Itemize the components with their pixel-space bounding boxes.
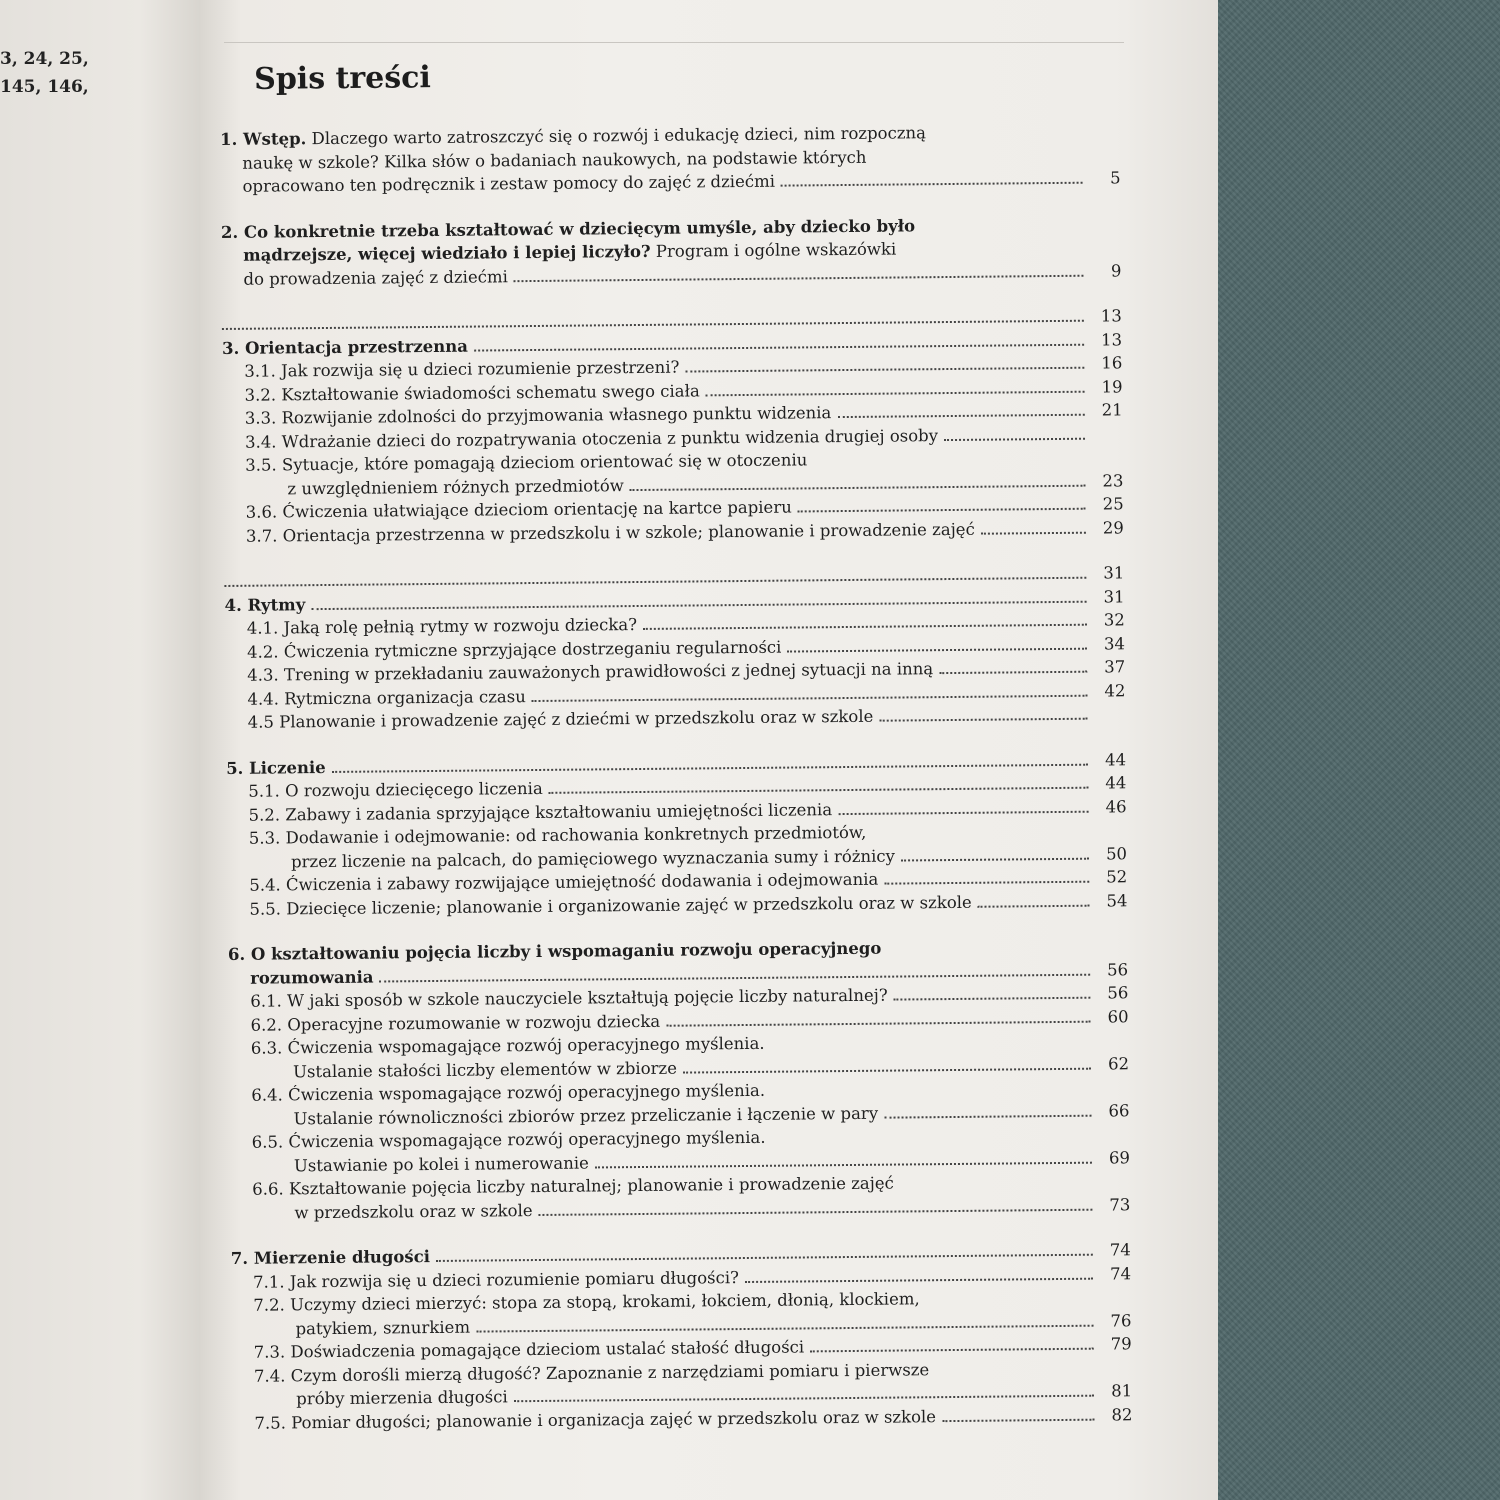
table-of-contents	[220, 119, 1133, 1457]
top-rule	[224, 42, 1124, 43]
toc-entry-text: 4.3. Trening w przekładaniu zauważonych prawidłowości z jednej sytuacji na inną	[247, 659, 934, 685]
toc-page-number: 54	[1106, 890, 1128, 911]
toc-leader-dots	[942, 1418, 1094, 1421]
toc-entry-title	[287, 474, 624, 501]
toc-entry-text: 3.2. Kształtowanie świadomości schematu swego ciała	[244, 380, 700, 405]
toc-leader-dots	[884, 881, 1089, 885]
toc-entry-title	[248, 777, 543, 803]
toc-entry-number: 6.	[227, 944, 252, 964]
toc-entry-title	[252, 1126, 766, 1154]
toc-page-number: 21	[1101, 400, 1123, 420]
toc-leader-dots	[939, 671, 1087, 674]
toc-leader-dots	[685, 367, 1084, 373]
toc-entry-number: 2.	[220, 222, 245, 242]
toc-entry-text: patykiem, sznurkiem	[295, 1317, 471, 1338]
toc-entry-text: Ustalanie równoliczności zbiorów przez przeliczanie i łączenie w pary	[293, 1103, 879, 1128]
left-page	[0, 0, 200, 1500]
toc-leader-dots	[474, 343, 1084, 351]
toc-leader-dots	[787, 647, 1087, 652]
toc-section	[220, 119, 1121, 198]
toc-page-number: 13	[1100, 306, 1122, 326]
toc-entry-text: naukę w szkole? Kilka słów o badaniach naukowych, na podstawie których	[242, 147, 867, 173]
toc-page-number: 5	[1109, 168, 1121, 188]
toc-leader-dots	[514, 274, 1084, 281]
toc-entry-text: 6.6. Kształtowanie pojęcia liczby naturalnej; planowanie i prowadzenie zajęć	[252, 1173, 894, 1199]
toc-entry-title	[247, 685, 526, 711]
toc-leader-dots	[798, 508, 1086, 513]
toc-entry-text: 4.5 Planowanie i prowadzenie zajęć z dziećmi w przedszkolu oraz w szkole	[247, 706, 874, 732]
toc-entry-bold-text: Mierzenie długości	[253, 1247, 431, 1268]
toc-leader-dots	[981, 531, 1086, 534]
toc-leader-dots	[706, 390, 1085, 396]
toc-entry-bold-text: mądrzejsze, więcej wiedziało i lepiej liczyło?	[243, 241, 651, 265]
toc-page-number: 37	[1104, 657, 1126, 677]
toc-entry-bold-text: Orientacja przestrzenna	[245, 336, 469, 358]
toc-entry-bold-text: Liczenie	[249, 757, 326, 778]
toc-entry-title	[294, 1151, 589, 1177]
toc-leader-dots	[380, 973, 1091, 982]
toc-entry-text: Dlaczego warto zatroszczyć się o rozwój i edukację dzieci, nim rozpoczną	[306, 123, 927, 149]
toc-page-number: 23	[1102, 470, 1124, 491]
toc-entry-number: 1.	[220, 129, 244, 149]
toc-page-number: 69	[1108, 1147, 1131, 1168]
toc-leader-dots	[549, 787, 1089, 794]
toc-leader-dots	[894, 997, 1091, 1001]
toc-page-number: 56	[1107, 959, 1129, 980]
toc-entry-text: 6.1. W jaki sposób w szkole nauczyciele kształtują pojęcie liczby naturalnej?	[250, 985, 888, 1011]
toc-leader-dots	[311, 600, 1086, 609]
toc-leader-dots	[978, 904, 1090, 907]
toc-entry-text: 7.5. Pomiar długości; planowanie i organizacja zajęć w przedszkolu oraz w szkole	[254, 1406, 937, 1433]
toc-page-number: 13	[1100, 329, 1123, 350]
background-fabric	[1215, 0, 1500, 1500]
toc-leader-dots	[332, 763, 1088, 772]
toc-leader-dots	[539, 1208, 1093, 1215]
toc-page-number: 81	[1111, 1381, 1133, 1401]
toc-page-number: 44	[1105, 773, 1127, 793]
toc-entry-text: 6.3. Ćwiczenia wspomagające rozwój operacyjnego myślenia.	[250, 1033, 765, 1058]
toc-entry-text: 6.5. Ćwiczenia wspomagające rozwój operacyjnego myślenia.	[251, 1127, 766, 1152]
toc-entry-title	[224, 593, 305, 617]
toc-entry-title	[242, 170, 775, 199]
toc-entry-text: 4.2. Ćwiczenia rytmiczne sprzyjające dostrzeganiu regularności	[246, 637, 782, 662]
toc-entry-title	[294, 1199, 532, 1225]
toc-leader-dots	[630, 484, 1086, 490]
toc-entry-text: 5.5. Dziecięce liczenie; planowanie i organizowanie zajęć w przedszkolu oraz w szkole	[249, 892, 972, 919]
toc-entry-text: Program i ogólne wskazówki	[650, 239, 897, 261]
toc-page-number: 56	[1107, 983, 1129, 1003]
toc-entry-text: 6.4. Ćwiczenia wspomagające rozwój operacyjnego myślenia.	[251, 1080, 766, 1105]
toc-entry-text: 7.1. Jak rozwija się u dzieci rozumienie pomiaru długości?	[252, 1267, 740, 1292]
toc-entry-text: Ustawianie po kolei i numerowanie	[293, 1153, 589, 1175]
toc-entry-title	[251, 1032, 765, 1060]
toc-leader-dots	[666, 1020, 1090, 1026]
toc-entry-text: z uwzględnieniem różnych przedmiotów	[287, 475, 624, 498]
toc-page-number: 74	[1109, 1263, 1132, 1284]
toc-entry-text: 7.3. Doświadczenia pomagające dzieciom ustalać stałość długości	[253, 1337, 805, 1362]
toc-leader-dots	[944, 437, 1085, 440]
toc-entry-text: 5.3. Dodawanie i odejmowanie: od rachowania konkretnych przedmiotów,	[248, 822, 867, 848]
toc-section	[231, 1238, 1133, 1435]
toc-page-number: 31	[1103, 563, 1125, 583]
toc-page-number: 82	[1111, 1404, 1133, 1425]
toc-page-number: 50	[1105, 843, 1128, 864]
toc-entry-bold-text: Co konkretnie trzeba kształtować w dziecięcym umyśle, aby dziecko było	[243, 215, 916, 242]
toc-entry-title	[248, 705, 874, 735]
toc-section	[221, 212, 1122, 291]
toc-section	[228, 934, 1131, 1225]
toc-entry-text: próby mierzenia długości	[296, 1387, 508, 1409]
toc-entry-title	[226, 756, 326, 780]
toc-page-number: 73	[1109, 1194, 1131, 1215]
toc-entry-text: 7.4. Czym dorośli mierzą długość? Zapoznanie z narzędziami pomiaru i pierwsze	[253, 1359, 930, 1386]
toc-entry-text: w przedszkolu oraz w szkole	[294, 1200, 533, 1222]
toc-leader-dots	[532, 694, 1088, 701]
toc-section	[224, 561, 1126, 734]
toc-entry-number: 4.	[224, 595, 248, 615]
toc-entry-text: Ustalanie stałości liczby elementów w zbiorze	[292, 1058, 678, 1081]
toc-page-number: 32	[1103, 610, 1125, 630]
book-page	[200, 0, 1218, 1500]
toc-entry-number: 5.	[226, 758, 250, 778]
toc-page-number: 62	[1107, 1053, 1130, 1074]
toc-leader-dots	[838, 810, 1088, 814]
toc-section	[226, 748, 1128, 921]
toc-page-number: 46	[1105, 796, 1127, 817]
toc-leader-dots	[810, 1348, 1094, 1353]
toc-entry-text: 5.4. Ćwiczenia i zabawy rozwijające umiejętność dodawania i odejmowania	[249, 869, 879, 895]
toc-entry-number: 3.	[222, 338, 246, 358]
toc-entry-text: 3.7. Orientacja przestrzenna w przedszkolu i w szkole; planowanie i prowadzenie zajęć	[245, 519, 975, 546]
toc-page-number: 31	[1103, 586, 1125, 607]
toc-page-number: 25	[1102, 494, 1124, 514]
toc-leader-dots	[595, 1161, 1092, 1168]
toc-entry-text: 5.1. O rozwoju dziecięcego liczenia	[248, 778, 543, 801]
toc-page-number: 19	[1101, 376, 1123, 397]
toc-leader-dots	[683, 1067, 1091, 1073]
toc-page-number: 76	[1110, 1310, 1132, 1331]
toc-entry-title	[296, 1385, 508, 1411]
toc-leader-dots	[884, 1114, 1091, 1118]
toc-entry-text: 4.1. Jaką rolę pełnią rytmy w rozwoju dziecka?	[246, 615, 638, 638]
toc-entry-title	[295, 1315, 470, 1340]
toc-entry-text: do prowadzenia zajęć z dziećmi	[243, 266, 508, 289]
toc-page-number: 66	[1108, 1100, 1130, 1121]
toc-entry-text: 5.2. Zabawy i zadania sprzyjające kształtowaniu umiejętności liczenia	[248, 799, 833, 825]
toc-page-number: 44	[1105, 749, 1127, 770]
toc-entry-title	[222, 334, 468, 360]
toc-page-number: 79	[1110, 1334, 1132, 1354]
toc-entry-text: przez liczenie na palcach, do pamięciowego wyznaczania sumy i różnicy	[290, 846, 896, 871]
toc-leader-dots	[643, 624, 1087, 630]
toc-page-number: 74	[1109, 1240, 1131, 1260]
toc-page-number: 16	[1101, 353, 1123, 373]
page-title: Spis treści	[254, 60, 432, 97]
toc-entry-text: 3.5. Sytuacje, które pomagają dzieciom orientować się w otoczeniu	[245, 450, 808, 475]
toc-leader-dots	[901, 857, 1089, 861]
toc-entry-text: 3.4. Wdrażanie dzieci do rozpatrywania otoczenia z punktu widzenia drugiej osoby	[244, 425, 939, 452]
toc-entry-text: 3.3. Rozwijanie zdolności do przyjmowania własnego punktu widzenia	[244, 403, 832, 428]
toc-page-number: 52	[1106, 867, 1128, 887]
toc-page-number: 34	[1103, 633, 1126, 654]
toc-entry-text: 3.1. Jak rozwija się u dzieci rozumienie przestrzeni?	[244, 357, 680, 381]
toc-entry-bold-text: Rytmy	[247, 594, 306, 615]
toc-entry-text: 7.2. Uczymy dzieci mierzyć: stopa za stopą, krokami, łokciem, dłonią, klockiem,	[253, 1289, 920, 1315]
toc-entry-title	[250, 965, 374, 990]
toc-page-number: 60	[1107, 1006, 1129, 1027]
toc-entry-bold-text: Wstęp.	[243, 129, 307, 149]
toc-entry-text: 3.6. Ćwiczenia ułatwiające dzieciom orientację na kartce papieru	[245, 497, 792, 522]
toc-leader-dots	[222, 320, 1084, 330]
toc-entry-text: opracowano ten podręcznik i zestaw pomocy do zajęć z dziećmi	[242, 171, 776, 196]
toc-entry-bold-text: O kształtowaniu pojęcia liczby i wspomaganiu rozwoju operacyjnego	[250, 938, 882, 964]
left-page-text: 3, 24, 25, 145, 146,	[0, 49, 89, 97]
toc-leader-dots	[781, 182, 1083, 187]
toc-leader-dots	[476, 1324, 1093, 1332]
toc-entry-text: 4.4. Rytmiczna organizacja czasu	[247, 686, 526, 709]
toc-leader-dots	[436, 1254, 1093, 1262]
toc-page-number: 29	[1102, 517, 1124, 538]
toc-entry-title	[231, 1245, 430, 1270]
toc-leader-dots	[837, 414, 1084, 418]
toc-leader-dots	[879, 718, 1087, 722]
toc-page-number: 42	[1104, 680, 1126, 701]
toc-leader-dots	[514, 1395, 1094, 1403]
toc-entry-text: 6.2. Operacyjne rozumowanie w rozwoju dziecka	[250, 1011, 661, 1035]
toc-entry-number: 7.	[230, 1248, 254, 1268]
toc-leader-dots	[745, 1277, 1093, 1282]
toc-entry-bold-text: rozumowania	[250, 967, 374, 988]
toc-page-number: 9	[1110, 260, 1122, 280]
toc-section	[222, 304, 1124, 548]
toc-entry-title	[243, 265, 508, 291]
